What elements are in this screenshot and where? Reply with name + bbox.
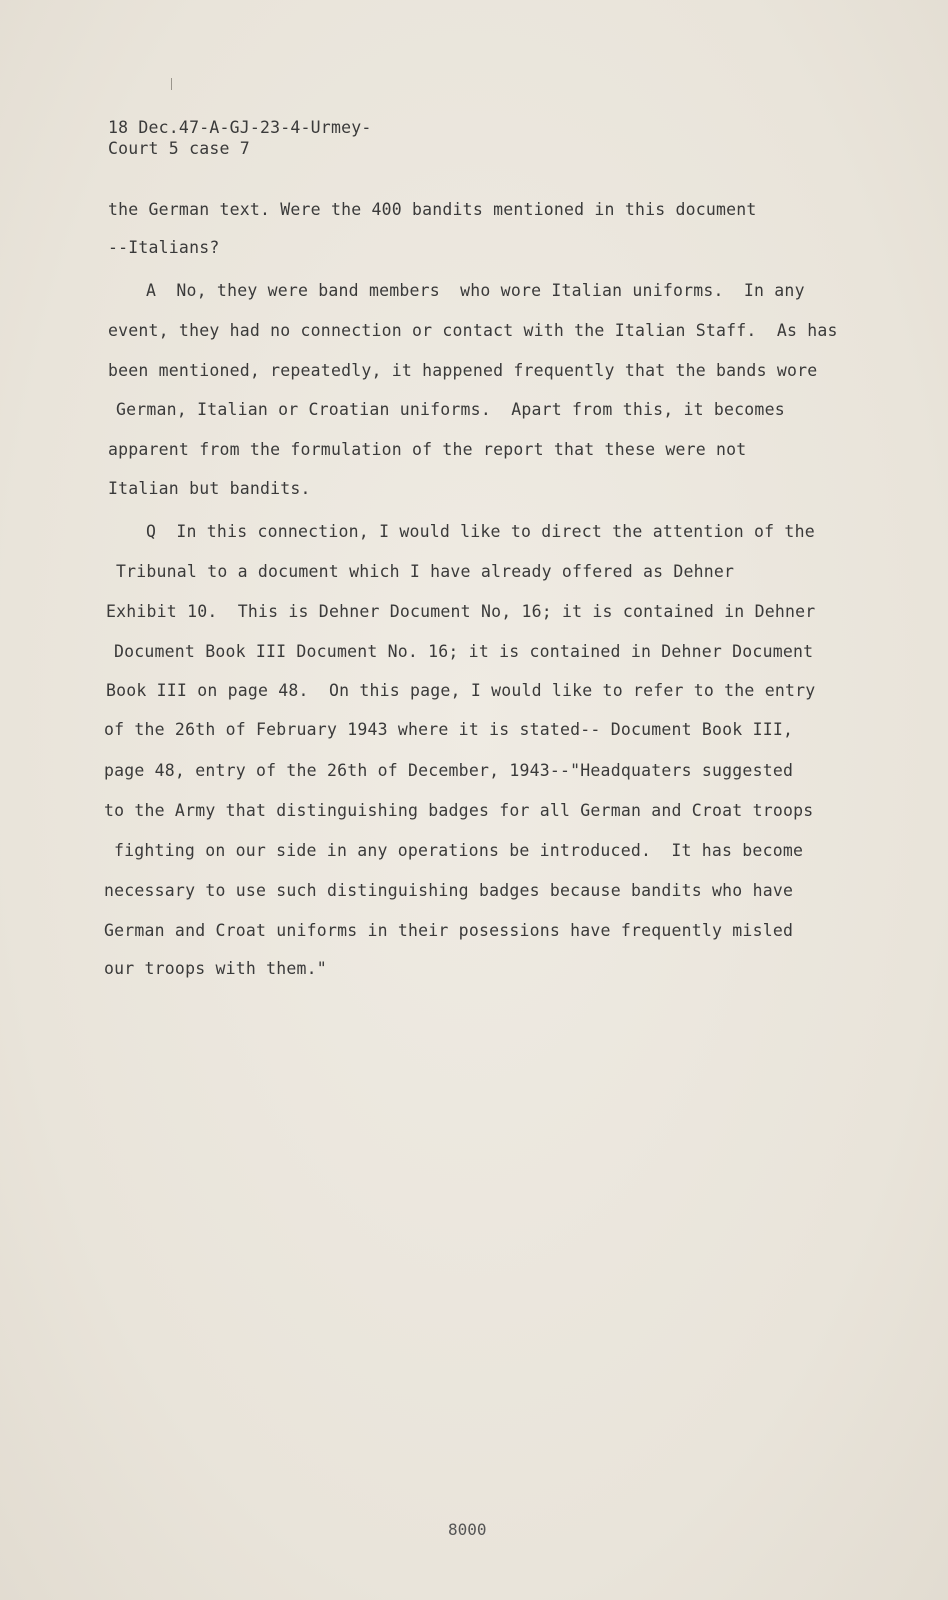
header-court-case: Court 5 case 7: [108, 139, 250, 158]
body-line: necessary to use such distinguishing badges because bandits who have: [104, 881, 794, 900]
body-line: to the Army that distinguishing badges for all German and Croat troops: [104, 801, 814, 820]
body-line: our troops with them.": [104, 959, 327, 978]
body-line: Tribunal to a document which I have already offered as Dehner: [116, 562, 735, 581]
body-line: German, Italian or Croatian uniforms. Apart from this, it becomes: [116, 400, 785, 419]
body-line: Document Book III Document No. 16; it is contained in Dehner Document: [114, 642, 814, 661]
page-number: 8000: [448, 1520, 487, 1539]
answer-line: A No, they were band members who wore Italian uniforms. In any: [146, 281, 805, 300]
body-line: page 48, entry of the 26th of December, 1943--"Headquaters suggested: [104, 761, 794, 780]
body-line: apparent from the formulation of the report that these were not: [108, 440, 747, 459]
body-line: fighting on our side in any operations be introduced. It has become: [114, 841, 804, 860]
body-line: --Italians?: [108, 238, 220, 257]
body-line: Book III on page 48. On this page, I would like to refer to the entry: [106, 681, 816, 700]
body-line: German and Croat uniforms in their posessions have frequently misled: [104, 921, 794, 940]
margin-mark: [171, 78, 172, 90]
body-line: event, they had no connection or contact with the Italian Staff. As has: [108, 321, 838, 340]
body-line: Italian but bandits.: [108, 479, 311, 498]
body-line: the German text. Were the 400 bandits mentioned in this document: [108, 200, 757, 219]
body-line: of the 26th of February 1943 where it is stated-- Document Book III,: [104, 720, 794, 739]
body-line: been mentioned, repeatedly, it happened frequently that the bands wore: [108, 361, 818, 380]
body-line: Exhibit 10. This is Dehner Document No, 16; it is contained in Dehner: [106, 602, 816, 621]
header-reference: 18 Dec.47-A-GJ-23-4-Urmey-: [108, 118, 372, 137]
question-line: Q In this connection, I would like to direct the attention of the: [146, 522, 815, 541]
